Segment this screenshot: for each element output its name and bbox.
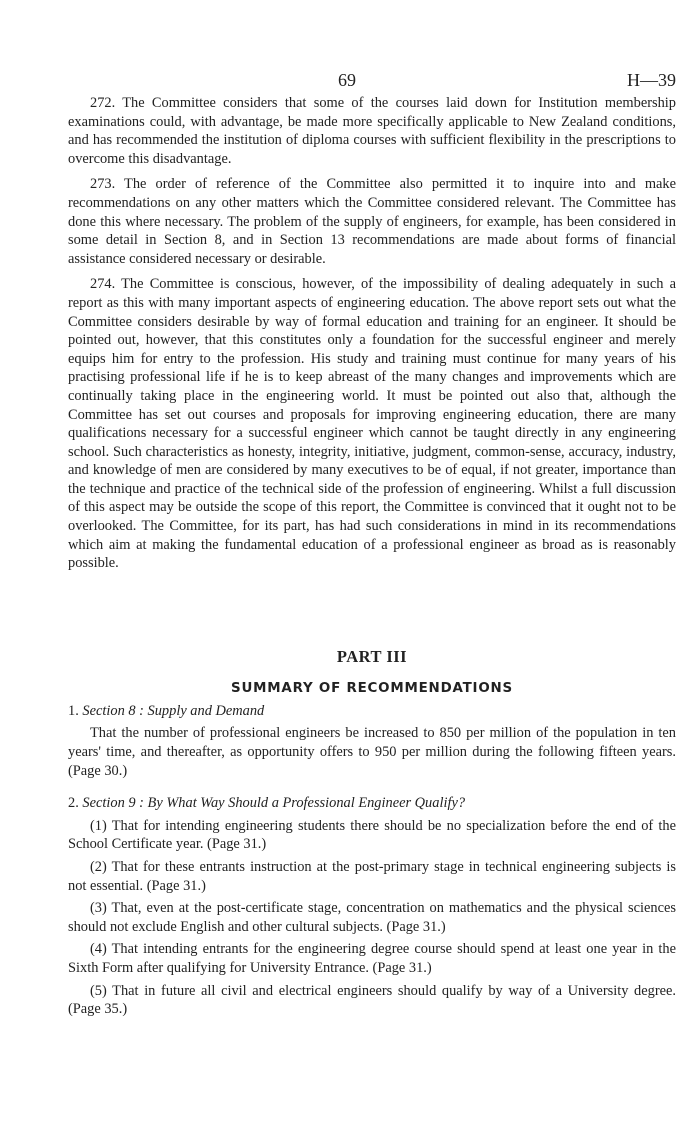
section-heading-1 [68,702,676,721]
section-title: Section 9 : By What Way Should a Professional Engineer Qualify? [82,795,466,812]
document-reference: H—39 [627,70,676,90]
recommendation-item: (1) That for intending engineering students there should be no specialization before the end of the School Certificate year. (Page 31.) [68,817,676,853]
section-title: Section 8 : Supply and Demand [82,702,265,719]
page-header [68,68,676,92]
part-title: PART III [336,646,408,666]
recommendation-item: (4) That intending entrants for the engineering degree course should spend at least one year in the Sixth Form after qualifying for University Entrance. (Page 31.) [68,941,676,976]
section-heading-2 [68,794,676,813]
document-page [68,68,676,1019]
recommendation-item: (3) That, even at the post-certificate stage, concentration on mathematics and the physical sciences should not exclude English and other cultural subjects. (Page 31.) [68,900,676,935]
recommendation-item: That the number of professional engineers be increased to 850 per million of the population in ten years' time, and thereafter, as opportunity offers to 950 per million during the following fifteen years. (Page 30.) [68,725,676,779]
paragraph-273: 273. The order of reference of the Committee also permitted it to inquire into and make recommendations on any other matters which the Committee considered relevant. The Committee has done this where necessary. The problem of the supply of engineers, for example, has been considered in some detail in Section 8, and in Section 13 recommendations are made about forms of financial assistance considered necessary or desirable. [68,176,676,267]
recommendation-item: (5) That in future all civil and electrical engineers should qualify by way of a University degree. (Page 35.) [68,982,676,1018]
section-number: 1. [68,702,79,719]
paragraph-274: 274. The Committee is conscious, however, of the impossibility of dealing adequately in such a report as this with many important aspects of engineering education. The above report sets out what the Committee considers desirable by way of formal education and training for an engineer. It should be pointed out, however, that this constitutes only a foundation for the successful engineer and merely equips him for entry to the profession. His study and training must continue for many years of his practising professional life if he is to keep abreast of the many changes and improvements which are continually taking place in the engineering world. It must be pointed out also that, although the Committee has set out courses and proposals for improving engineering education, there are many qualifications necessary for a successful engineer which cannot be taught directly in any engineering school. Such characteristics as honesty, integrity, initiative, judgment, common-sense, accuracy, industry, and knowledge of men are considered by many executives to be of equal, if not greater, importance than the technique and practice of the technical side of the profession of engineering. Whilst a full discussion of this aspect may be outside the scope of this report, the Committee is convinced that it ought not to be overlooked. The Committee, for its part, has had such considerations in mind in its recommendations which aim at making the fundamental education of a professional engineer as broad as is reasonably possible. [68,276,676,572]
part-subtitle: SUMMARY OF RECOMMENDATIONS [231,680,513,696]
page-number: 69 [338,70,356,90]
section-number: 2. [68,795,79,812]
paragraph-272: 272. The Committee considers that some of the courses laid down for Institution membership examinations could, with advantage, be made more specifically applicable to New Zealand conditions, and has recommended the institution of diploma courses with sufficient flexibility in the prescriptions to overcome this disadvantage. [68,95,676,167]
body-paragraphs [68,94,676,573]
recommendation-item: (2) That for these entrants instruction at the post-primary stage in technical engineering subjects is not essential. (Page 31.) [68,859,676,894]
